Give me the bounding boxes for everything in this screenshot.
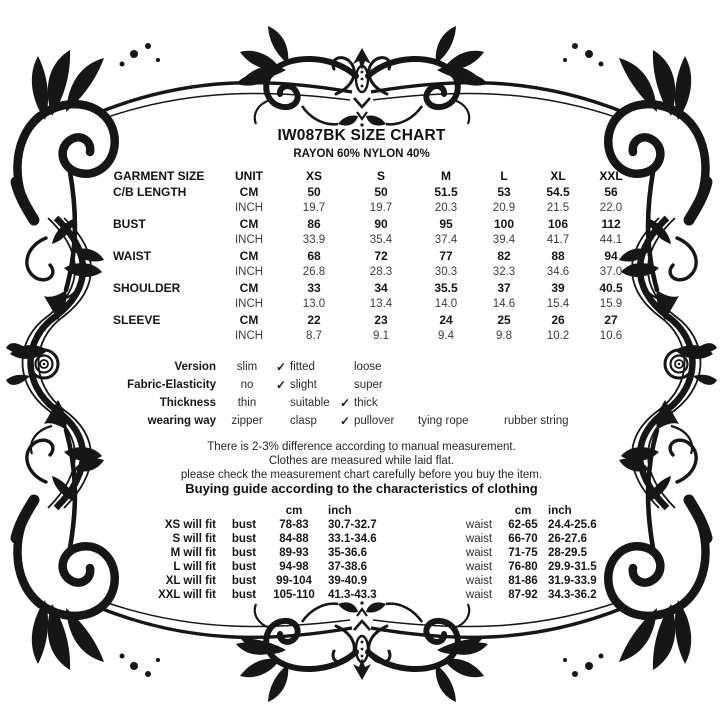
waist-inch-range: 34.3-36.2 — [548, 589, 597, 601]
fit-size-label: L will fit — [173, 561, 216, 573]
measurement-label: SHOULDER — [113, 281, 181, 295]
checkmark-icon: ✓ — [339, 414, 351, 428]
size-value-xl: 39 — [551, 281, 565, 295]
attribute-option: clasp — [290, 415, 317, 427]
size-value-l: 37 — [497, 281, 511, 295]
size-value-xl: 10.2 — [546, 330, 570, 342]
size-chart-table — [100, 168, 636, 344]
unit-cell: INCH — [234, 234, 264, 246]
buying-guide-row — [100, 532, 620, 546]
size-value-l: 32.3 — [492, 266, 516, 278]
size-value-m: 24 — [439, 313, 453, 327]
size-value-m: 14.0 — [434, 298, 458, 310]
size-value-m: 95 — [439, 217, 453, 231]
attribute-option: super — [354, 379, 383, 391]
attribute-option: fitted — [290, 361, 315, 373]
attribute-option: suitable — [290, 397, 330, 409]
size-value-m: 20.3 — [434, 202, 458, 214]
bust-inch-range: 39-40.9 — [328, 575, 368, 587]
bust-label: bust — [231, 533, 257, 545]
buying-guide-heading: Buying guide according to the characteristics of clothing — [185, 481, 538, 496]
size-value-xxl: 10.6 — [599, 330, 623, 342]
size-value-xl: 21.5 — [546, 202, 570, 214]
checkmark-icon — [272, 394, 290, 412]
size-value-xs: 8.7 — [306, 330, 322, 342]
waist-cm-range: 71-75 — [508, 547, 538, 559]
size-chart-column-header: UNIT — [235, 169, 263, 183]
size-value-xl: 88 — [551, 249, 565, 263]
unit-cell: CM — [239, 185, 259, 199]
unit-cell: INCH — [234, 266, 264, 278]
attribute-row — [100, 394, 614, 412]
bust-cm-range: 99-104 — [276, 575, 312, 587]
waist-inch-range: 29.9-31.5 — [548, 561, 597, 573]
buying-guide-row — [100, 518, 620, 532]
size-value-l: 53 — [497, 185, 511, 199]
bust-cm-range: 94-98 — [279, 561, 309, 573]
checkmark-icon — [336, 376, 354, 394]
size-value-m: 35.5 — [434, 281, 458, 295]
attribute-option — [418, 394, 504, 412]
bust-cm-range: 105-110 — [273, 589, 315, 601]
size-value-s: 13.4 — [369, 298, 393, 310]
bust-inch-range: 41.3-43.3 — [328, 589, 377, 601]
size-value-m: 9.4 — [438, 330, 454, 342]
buying-guide-body — [100, 518, 620, 602]
waist-cm-range: 76-80 — [508, 561, 538, 573]
waist-label: waist — [465, 575, 493, 587]
size-value-xxl: 56 — [604, 185, 618, 199]
checkmark-icon: ✓ — [275, 378, 287, 392]
size-chart-row — [100, 264, 636, 280]
size-value-xl: 15.4 — [546, 298, 570, 310]
size-value-s: 19.7 — [369, 202, 393, 214]
buying-guide-row — [100, 546, 620, 560]
attribute-option: loose — [354, 361, 382, 373]
unit-cell: INCH — [234, 202, 264, 214]
waist-cm-range: 81-86 — [508, 575, 538, 587]
checkmark-icon — [336, 358, 354, 376]
size-value-xxl: 27 — [604, 313, 618, 327]
size-value-l: 100 — [493, 217, 515, 231]
size-value-xs: 50 — [307, 185, 321, 199]
waist-inch-range: 24.4-25.6 — [548, 519, 597, 531]
waist-cm-range: 66-70 — [508, 533, 538, 545]
waist-label: waist — [465, 547, 493, 559]
attribute-label: wearing way — [147, 415, 216, 427]
size-value-xxl: 15.9 — [599, 298, 623, 310]
attribute-option — [504, 358, 614, 376]
waist-inch-range: 26-27.6 — [548, 533, 588, 545]
measurement-label: WAIST — [113, 249, 151, 263]
buying-guide-table — [100, 504, 620, 602]
size-value-xl: 26 — [551, 313, 565, 327]
bust-inch-range: 37-38.6 — [328, 561, 368, 573]
attribute-row — [100, 358, 614, 376]
size-chart-row — [100, 248, 636, 264]
size-value-s: 90 — [374, 217, 388, 231]
measurement-label: BUST — [113, 217, 146, 231]
fit-size-label: S will fit — [172, 533, 216, 545]
size-chart-row — [100, 328, 636, 344]
attribute-option: no — [240, 379, 254, 391]
unit-cell: CM — [239, 249, 259, 263]
bust-cm-range: 78-83 — [279, 519, 309, 531]
cm-header: cm — [514, 505, 532, 517]
size-chart-row — [100, 312, 636, 328]
unit-cell: CM — [239, 217, 259, 231]
bust-label: bust — [231, 547, 257, 559]
size-chart-column-header: L — [500, 169, 508, 183]
size-value-xs: 19.7 — [302, 202, 326, 214]
size-value-xl: 106 — [547, 217, 569, 231]
buying-guide-row — [100, 560, 620, 574]
waist-cm-range: 87-92 — [508, 589, 538, 601]
size-chart-row — [100, 216, 636, 232]
waist-inch-range: 31.9-33.9 — [548, 575, 597, 587]
unit-cell: CM — [239, 281, 259, 295]
bust-label: bust — [231, 575, 257, 587]
size-value-m: 77 — [439, 249, 453, 263]
size-value-xxl: 40.5 — [599, 281, 623, 295]
waist-label: waist — [465, 519, 493, 531]
size-value-m: 37.4 — [434, 234, 458, 246]
attribute-option: tying rope — [418, 415, 469, 427]
size-value-xs: 33 — [307, 281, 321, 295]
attribute-label: Thickness — [159, 397, 216, 409]
checkmark-icon: ✓ — [275, 360, 287, 374]
size-value-s: 34 — [374, 281, 388, 295]
bust-label: bust — [231, 589, 257, 601]
size-chart-row — [100, 200, 636, 216]
bust-inch-range: 30.7-32.7 — [328, 519, 377, 531]
inch-header: inch — [548, 505, 572, 517]
size-chart-row — [100, 232, 636, 248]
size-value-xxl: 37.0 — [599, 266, 623, 278]
unit-cell: INCH — [234, 330, 264, 342]
attribute-option — [504, 376, 614, 394]
size-chart-column-header: M — [441, 169, 451, 183]
fabric-composition: RAYON 60% NYLON 40% — [293, 148, 430, 160]
size-value-xl: 54.5 — [546, 185, 570, 199]
attribute-option — [418, 358, 504, 376]
buying-guide-row — [100, 574, 620, 588]
attribute-option — [504, 394, 614, 412]
waist-cm-range: 62-65 — [508, 519, 538, 531]
size-chart-column-header: GARMENT SIZE — [113, 169, 205, 183]
size-value-xs: 33.9 — [302, 234, 326, 246]
size-value-m: 30.3 — [434, 266, 458, 278]
size-chart-row — [100, 280, 636, 296]
waist-label: waist — [465, 589, 493, 601]
measurement-notes — [0, 440, 723, 483]
measurement-label — [100, 200, 218, 216]
measurement-label — [100, 232, 218, 248]
size-chart-row — [100, 184, 636, 200]
size-value-xl: 34.6 — [546, 266, 570, 278]
measurement-label: SLEEVE — [113, 313, 161, 327]
buying-guide-header-row — [100, 504, 620, 518]
attribute-option — [418, 376, 504, 394]
fit-size-label: M will fit — [170, 547, 216, 559]
size-value-s: 9.1 — [373, 330, 389, 342]
size-value-xs: 68 — [307, 249, 321, 263]
size-value-xs: 22 — [307, 313, 321, 327]
size-value-xs: 13.0 — [302, 298, 326, 310]
bust-cm-range: 84-88 — [279, 533, 309, 545]
bust-cm-range: 89-93 — [279, 547, 309, 559]
size-chart-body — [100, 184, 636, 344]
size-value-s: 28.3 — [369, 266, 393, 278]
page-title: IW087BK SIZE CHART — [277, 127, 446, 144]
size-value-s: 50 — [374, 185, 388, 199]
attribute-row — [100, 412, 614, 430]
size-chart-header-row — [100, 168, 636, 184]
size-value-l: 9.8 — [496, 330, 512, 342]
cm-header: cm — [285, 505, 303, 517]
size-value-l: 25 — [497, 313, 511, 327]
size-value-l: 82 — [497, 249, 511, 263]
size-value-xxl: 22.0 — [599, 202, 623, 214]
size-value-l: 20.9 — [492, 202, 516, 214]
bust-inch-range: 35-36.6 — [328, 547, 368, 559]
size-value-l: 14.6 — [492, 298, 516, 310]
attribute-option: rubber string — [504, 415, 569, 427]
note-line: Clothes are measured while laid flat. — [268, 455, 455, 468]
size-chart-column-header: XS — [305, 169, 322, 183]
unit-cell: CM — [239, 313, 259, 327]
attribute-option: thick — [354, 397, 378, 409]
attribute-option: zipper — [231, 415, 263, 427]
bust-label: bust — [231, 561, 257, 573]
size-value-xxl: 44.1 — [599, 234, 623, 246]
checkmark-icon: ✓ — [339, 396, 351, 410]
attribute-option: slight — [290, 379, 317, 391]
attribute-label: Version — [174, 361, 216, 373]
waist-label: waist — [465, 533, 493, 545]
size-chart-column-header: S — [376, 169, 385, 183]
size-value-s: 72 — [374, 249, 388, 263]
size-value-m: 51.5 — [434, 185, 458, 199]
waist-inch-range: 28-29.5 — [548, 547, 588, 559]
size-value-s: 35.4 — [369, 234, 393, 246]
attribute-option: thin — [237, 397, 257, 409]
size-value-xs: 86 — [307, 217, 321, 231]
size-value-l: 39.4 — [492, 234, 516, 246]
note-line: please check the measurement chart carefully before you buy the item. — [180, 469, 543, 482]
fit-size-label: XXL will fit — [158, 589, 216, 601]
size-chart-column-header: XXL — [599, 169, 623, 183]
size-value-xl: 41.7 — [546, 234, 570, 246]
inch-header: inch — [328, 505, 352, 517]
bust-inch-range: 33.1-34.6 — [328, 533, 377, 545]
size-value-xxl: 94 — [604, 249, 618, 263]
fit-size-label: XL will fit — [165, 575, 216, 587]
measurement-label — [100, 264, 218, 280]
measurement-label — [100, 328, 218, 344]
size-chart-row — [100, 296, 636, 312]
attribute-option: slim — [236, 361, 258, 373]
size-value-xs: 26.8 — [302, 266, 326, 278]
waist-label: waist — [465, 561, 493, 573]
unit-cell: INCH — [234, 298, 264, 310]
size-value-s: 23 — [374, 313, 388, 327]
size-chart-column-header: XL — [550, 169, 566, 183]
measurement-label: C/B LENGTH — [113, 185, 187, 199]
attribute-option: pullover — [354, 415, 395, 427]
attributes-table — [100, 358, 614, 430]
bust-label: bust — [231, 519, 257, 531]
attribute-row — [100, 376, 614, 394]
checkmark-icon — [272, 412, 290, 430]
note-line: There is 2-3% difference according to manual measurement. — [207, 441, 516, 453]
size-value-xxl: 112 — [601, 217, 621, 231]
buying-guide-row — [100, 588, 620, 602]
measurement-label — [100, 296, 218, 312]
fit-size-label: XS will fit — [164, 519, 216, 531]
attribute-label: Fabric-Elasticity — [127, 379, 216, 391]
